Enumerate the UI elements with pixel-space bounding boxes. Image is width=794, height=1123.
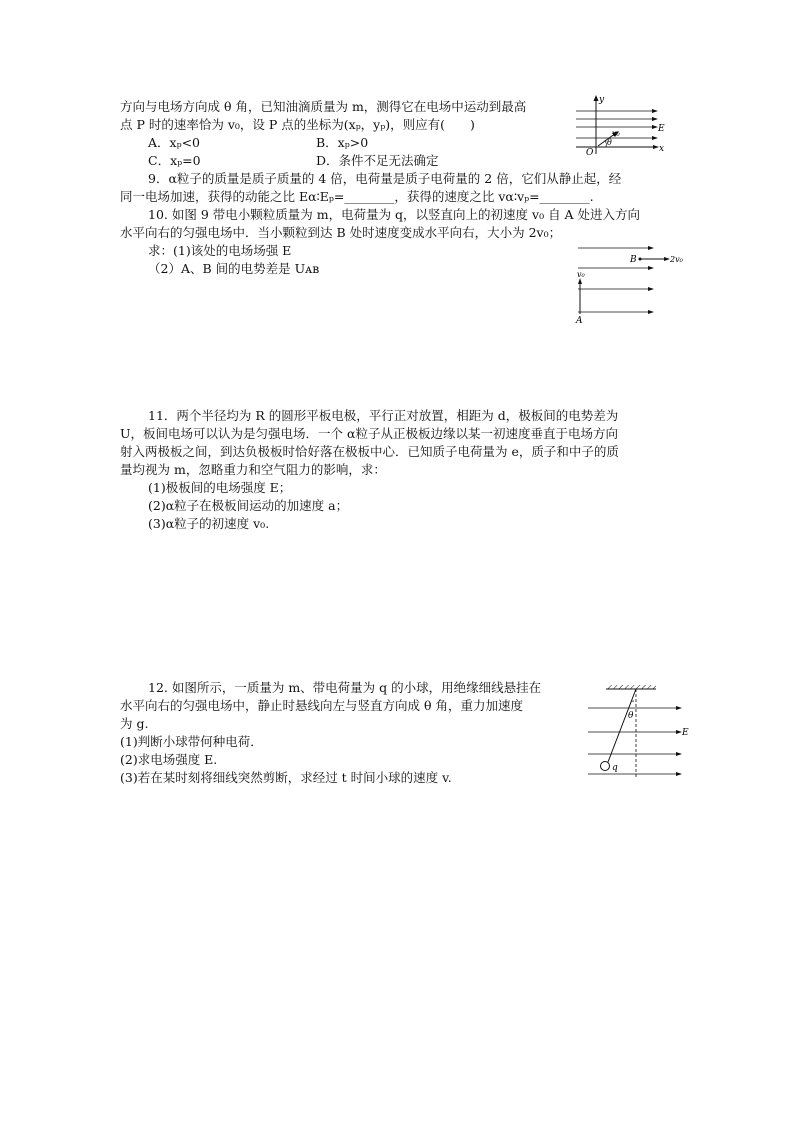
q8-line-1: 方向与电场方向成 θ 角，已知油滴质量为 m，测得它在电场中运动到最高 — [120, 99, 527, 114]
q11-sub-2: (2)α粒子在极板间运动的加速度 a； — [148, 498, 349, 513]
point-b-label: B — [630, 255, 637, 265]
charge-label: q — [612, 763, 618, 773]
q9-line-2: 同一电场加速，获得的动能之比 Eα∶Eₚ=________，获得的速度之比 vα∶vₚ=________. — [120, 189, 594, 204]
q12-line-3: 为 g. — [120, 716, 149, 731]
q12-pendulum-diagram — [584, 684, 696, 780]
q10-line-2: 水平向右的匀强电场中．当小颗粒到达 B 处时速度变成水平向右，大小为 2v₀； — [120, 225, 562, 240]
q10-line-1: 10. 如图 9 带电小颗粒质量为 m，电荷量为 q，以竖直向上的初速度 v₀ 自 A 处进入方向 — [148, 207, 641, 222]
q9-line-1: 9．α粒子的质量是质子质量的 4 倍，电荷量是质子电荷量的 2 倍，它们从静止起，经 — [148, 171, 622, 186]
q12-line-2: 水平向右的匀强电场中，静止时悬线向左与竖直方向成 θ 角，重力加速度 — [120, 698, 523, 713]
x-axis-label: x — [659, 144, 665, 154]
y-axis-label: y — [599, 95, 605, 105]
q10-line-3: 求：(1)该处的电场场强 E — [148, 243, 292, 258]
point-a-label: A — [576, 316, 583, 324]
q8-option-b: B．xₚ>0 — [316, 135, 369, 150]
velocity-a-label: v₀ — [577, 270, 585, 279]
q12-sub-2: (2)求电场强度 E. — [120, 752, 218, 767]
velocity-b-label: 2v₀ — [670, 255, 683, 264]
q8-option-a: A．xₚ<0 — [148, 135, 201, 150]
q12-sub-3: (3)若在某时刻将细线突然剪断，求经过 t 时间小球的速度 v. — [120, 770, 452, 785]
q11-line-1: 11．两个半径均为 R 的圆形平板电极，平行正对放置，相距为 d，极板间的电势差为 — [148, 408, 619, 423]
q11-line-2: U，板间电场可以认为是匀强电场．一个 α粒子从正极板边缘以某一初速度垂直于电场方向 — [120, 426, 618, 441]
q11-sub-1: (1)极板间的电场强度 E； — [148, 480, 292, 495]
q8-field-diagram — [570, 92, 670, 160]
ceiling-hatch — [606, 685, 656, 689]
y-axis-arrow-icon — [594, 95, 599, 101]
origin-label: O — [586, 148, 594, 158]
q10-field-diagram — [574, 240, 690, 324]
q11-sub-3: (3)α粒子的初速度 v₀. — [148, 516, 270, 531]
q8-line-2: 点 P 时的速率恰为 v₀，设 P 点的坐标为(xₚ，yₚ)，则应有( ) — [120, 117, 475, 132]
thread — [608, 689, 636, 762]
angle-label: θ — [628, 711, 634, 721]
q8-option-c: C．xₚ=0 — [148, 153, 201, 168]
q11-line-3: 射入两极板之间，到达负极板时恰好落在极板中心．已知质子电荷量为 e，质子和中子的质 — [120, 444, 619, 459]
q10-line-4: （2）A、B 间的电势差是 Uᴀʙ — [148, 261, 320, 276]
field-label-e: E — [682, 728, 689, 738]
charged-ball — [601, 762, 610, 771]
q12-line-1: 12. 如图所示，一质量为 m、带电荷量为 q 的小球，用绝缘细线悬挂在 — [148, 680, 542, 695]
q11-line-4: 量均视为 m，忽略重力和空气阻力的影响，求： — [120, 462, 386, 477]
q8-option-d: D．条件不足无法确定 — [316, 153, 439, 168]
velocity-label: v₀ — [612, 129, 620, 138]
angle-label: θ — [607, 138, 612, 147]
q12-sub-1: (1)判断小球带何种电荷． — [120, 734, 263, 749]
field-label-e: E — [658, 124, 665, 134]
